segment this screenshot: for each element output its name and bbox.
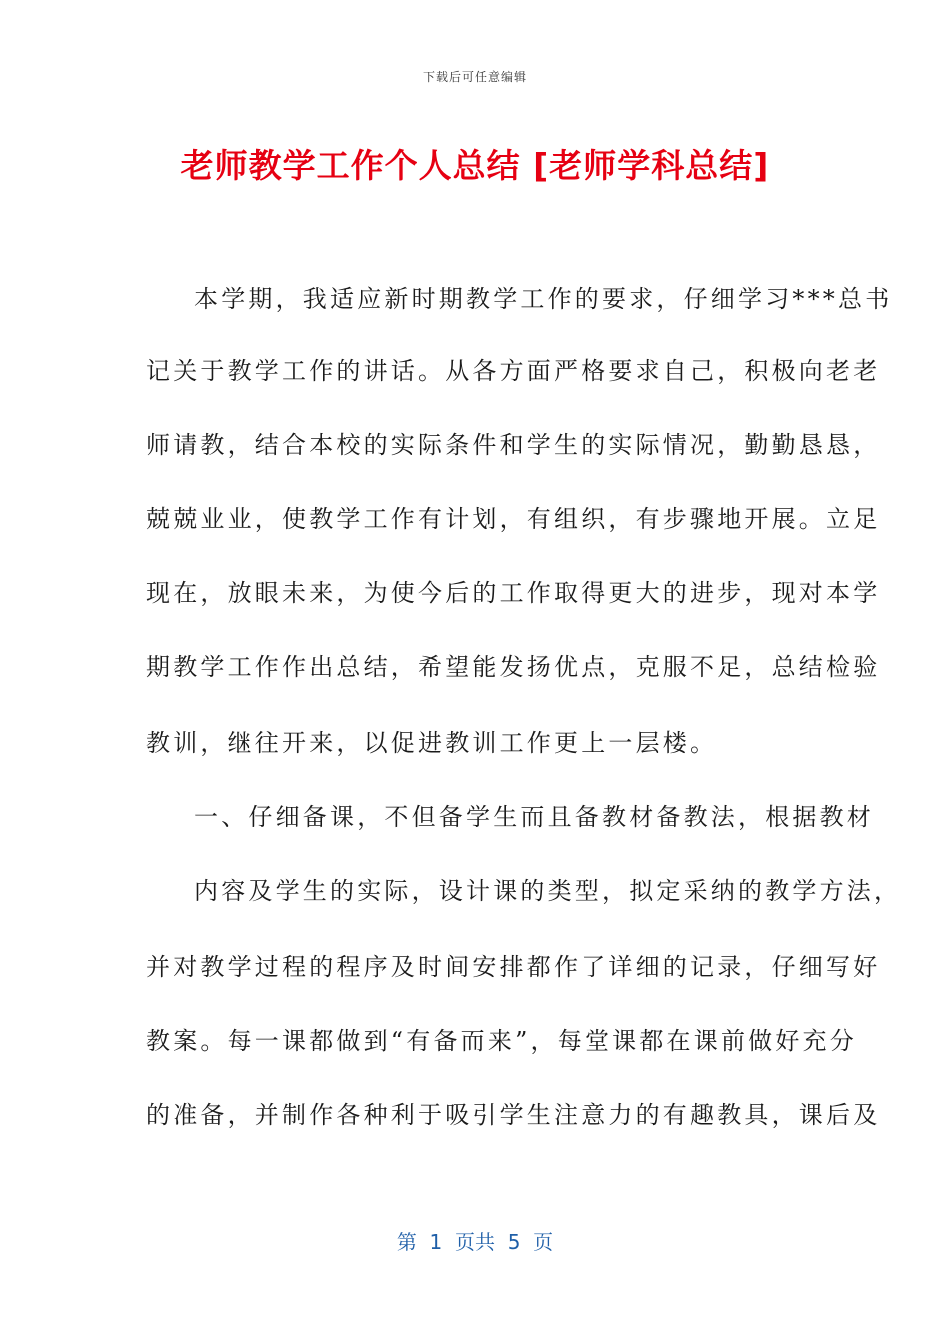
paragraph-line: 的准备，并制作各种利于吸引学生注意力的有趣教具，课后及 [146,1101,881,1129]
paragraph-line: 记关于教学工作的讲话。从各方面严格要求自己，积极向老老 [146,357,881,385]
paragraph-line: 兢兢业业，使教学工作有计划，有组织，有步骤地开展。立足 [146,505,881,533]
paragraph-line: 教训，继往开来，以促进教训工作更上一层楼。 [146,729,718,757]
paragraph-line: 教案。每一课都做到“有备而来”，每堂课都在课前做好充分 [146,1027,857,1055]
paragraph-line: 本学期，我适应新时期教学工作的要求，仔细学习***总书 [194,285,893,313]
header-note: 下载后可任意编辑 [422,70,527,84]
paragraph-line: 现在，放眼未来，为使今后的工作取得更大的进步，现对本学 [146,579,881,607]
paragraph-line: 一、仔细备课，不但备学生而且备教材备教法，根据教材 [194,803,874,831]
page-footer: 第 1 页共 5 页 [396,1230,554,1254]
paragraph-line: 并对教学过程的程序及时间安排都作了详细的记录，仔细写好 [146,953,881,981]
paragraph-line: 内容及学生的实际，设计课的类型，拟定采纳的教学方法， [194,877,902,905]
paragraph-line: 期教学工作作出总结，希望能发扬优点，克服不足，总结检验 [146,653,881,681]
document-title: 老师教学工作个人总结 [老师学科总结] [180,146,770,185]
paragraph-line: 师请教，结合本校的实际条件和学生的实际情况，勤勤恳恳， [146,431,881,459]
